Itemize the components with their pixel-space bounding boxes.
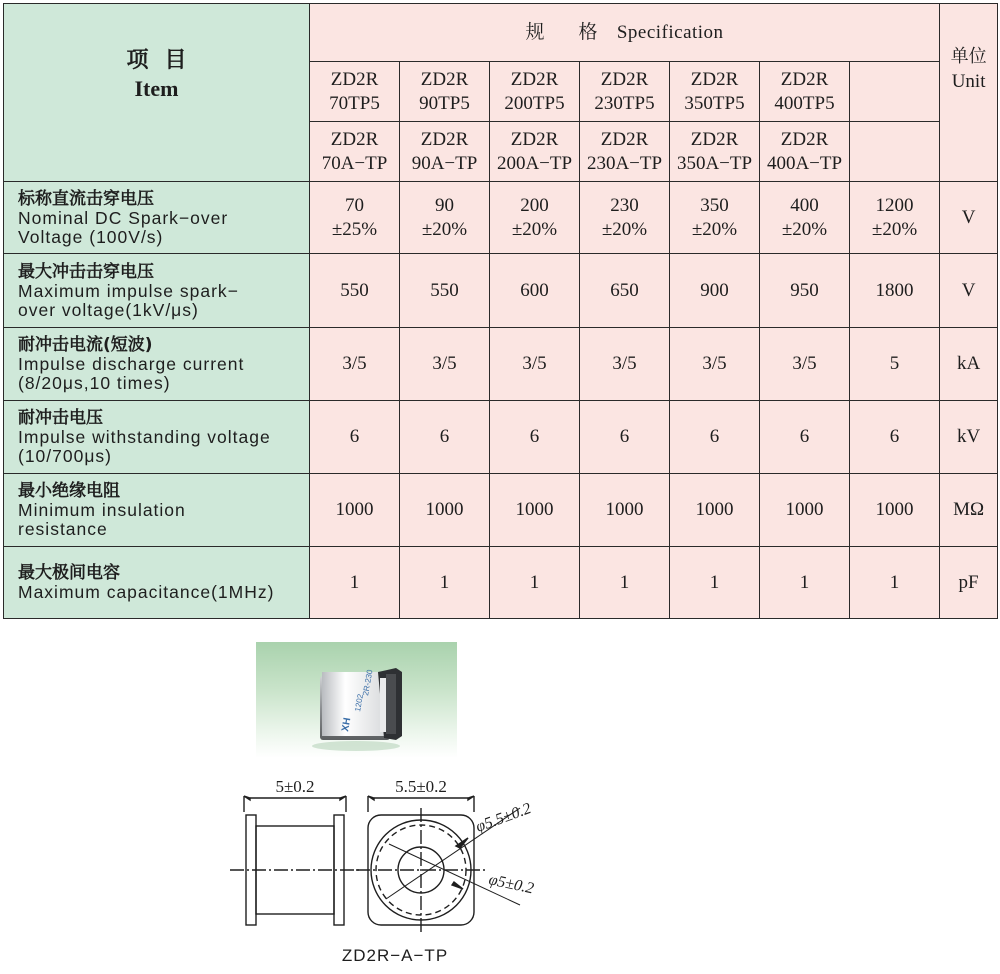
value-cell xyxy=(850,401,940,474)
value-cell xyxy=(490,254,580,328)
specification-table xyxy=(3,3,998,619)
model-name-line: 200TP5 xyxy=(504,92,565,114)
model-cell xyxy=(490,62,580,122)
svg-text:1202: 1202 xyxy=(353,693,366,713)
value-text: 1 xyxy=(349,571,360,593)
value-cell xyxy=(580,328,670,401)
value-text: 1 xyxy=(799,571,810,593)
row-label-zh: 标称直流击穿电压 xyxy=(18,188,154,209)
value-text: 3/5 xyxy=(612,353,637,374)
model-cell xyxy=(310,122,400,182)
value-cell xyxy=(850,328,940,401)
row-label-cell xyxy=(4,182,310,254)
model-name-line: ZD2R xyxy=(780,128,829,150)
value-text: ±20% xyxy=(601,218,648,240)
value-text: 3/5 xyxy=(702,353,727,374)
value-text: 6 xyxy=(529,426,540,447)
value-cell xyxy=(580,547,670,619)
row-label-zh: 耐冲击电流(短波) xyxy=(18,335,153,355)
value-text: 1800 xyxy=(875,279,914,301)
row-label-cell xyxy=(4,254,310,328)
model-cell xyxy=(850,62,940,122)
row-label-zh: 耐冲击电压 xyxy=(18,408,103,428)
side-width-dimension: 5±0.2 xyxy=(275,777,315,796)
value-text: 550 xyxy=(430,279,459,301)
value-cell xyxy=(490,328,580,401)
value-cell xyxy=(310,328,400,401)
model-name-line: ZD2R xyxy=(330,128,379,150)
value-text: 1000 xyxy=(695,499,734,520)
model-name-line: 400A−TP xyxy=(766,152,843,174)
row-label-en: Maximum capacitance(1MHz) xyxy=(18,582,275,602)
specification-header-zh: 规 格 xyxy=(525,21,612,43)
model-cell xyxy=(670,122,760,182)
unit-cell: pF xyxy=(940,547,998,619)
row-label-en: over voltage(1kV/μs) xyxy=(18,299,199,320)
unit-cell: kV xyxy=(940,401,998,474)
spec-row-impulse-sparkover xyxy=(4,254,998,328)
specification-header-cell xyxy=(310,4,940,62)
value-text: 1000 xyxy=(875,499,914,520)
dimension-drawing xyxy=(0,760,620,945)
item-header-en: Item xyxy=(134,76,179,101)
value-cell xyxy=(400,254,490,328)
value-cell xyxy=(670,474,760,547)
unit-header-cell xyxy=(940,4,998,182)
value-cell xyxy=(490,182,580,254)
unit-cell: V xyxy=(940,254,998,328)
row-label-en: Nominal DC Spark−over xyxy=(18,207,229,228)
gas-discharge-tube-image xyxy=(256,642,457,758)
value-cell xyxy=(490,401,580,474)
value-text: ±20% xyxy=(511,218,558,240)
row-label-cell xyxy=(4,328,310,401)
row-label-en: Minimum insulation xyxy=(18,500,186,520)
value-cell xyxy=(490,474,580,547)
value-text: 600 xyxy=(520,279,549,301)
inner-diameter-dimension: φ5±0.2 xyxy=(487,871,536,898)
value-cell xyxy=(850,474,940,547)
svg-text:2R-230: 2R-230 xyxy=(361,668,375,697)
item-header-zh: 项目 xyxy=(126,48,203,73)
model-cell xyxy=(580,62,670,122)
row-label-en: Impulse discharge current xyxy=(18,354,245,374)
model-name-line: 200A−TP xyxy=(496,152,573,174)
value-cell xyxy=(760,254,850,328)
model-name-line: 70A−TP xyxy=(321,152,388,174)
model-cell xyxy=(850,122,940,182)
unit-header-zh: 单位 xyxy=(950,46,987,67)
model-cell xyxy=(580,122,670,182)
model-name-line: 90TP5 xyxy=(419,92,470,114)
value-text: 6 xyxy=(889,426,900,447)
outer-diameter-dimension: φ5.5±0.2 xyxy=(473,800,534,836)
value-text: 1 xyxy=(529,571,540,593)
model-cell xyxy=(400,122,490,182)
model-name-line: ZD2R xyxy=(330,68,379,90)
model-cell xyxy=(310,62,400,122)
spec-row-impulse-discharge xyxy=(4,328,998,401)
value-text: 400 xyxy=(790,194,819,216)
value-text: 6 xyxy=(349,426,360,447)
value-cell xyxy=(310,547,400,619)
unit-header-en: Unit xyxy=(951,71,986,92)
value-cell xyxy=(850,547,940,619)
value-cell xyxy=(400,547,490,619)
spec-row-capacitance xyxy=(4,547,998,619)
model-name-line: ZD2R xyxy=(780,68,829,90)
value-text: 6 xyxy=(709,426,720,447)
row-label-en: Impulse withstanding voltage xyxy=(18,427,271,447)
value-text: 1 xyxy=(709,571,720,593)
value-text: 3/5 xyxy=(522,353,547,374)
row-label-zh: 最大极间电容 xyxy=(18,563,120,583)
value-cell xyxy=(670,254,760,328)
row-label-cell xyxy=(4,401,310,474)
row-label-en: Maximum impulse spark− xyxy=(18,280,239,301)
value-cell xyxy=(310,474,400,547)
value-text: ±25% xyxy=(331,218,378,240)
value-cell xyxy=(850,182,940,254)
value-text: 230 xyxy=(610,194,639,216)
unit-cell: V xyxy=(940,182,998,254)
value-cell xyxy=(310,401,400,474)
value-cell xyxy=(400,182,490,254)
model-cell xyxy=(670,62,760,122)
value-text: 6 xyxy=(619,426,630,447)
value-text: 3/5 xyxy=(342,353,367,374)
value-text: 1 xyxy=(439,571,450,593)
model-name-line: 350TP5 xyxy=(684,92,745,114)
value-cell xyxy=(310,182,400,254)
row-label-en: (10/700μs) xyxy=(18,446,113,466)
model-name-line: ZD2R xyxy=(510,128,559,150)
unit-cell: kA xyxy=(940,328,998,401)
model-name-line: ZD2R xyxy=(690,68,739,90)
value-text: 1 xyxy=(619,571,630,593)
row-label-en: resistance xyxy=(18,519,108,539)
value-text: 1000 xyxy=(515,499,554,520)
value-cell xyxy=(670,328,760,401)
model-cell xyxy=(400,62,490,122)
value-text: 1000 xyxy=(425,499,464,520)
spec-row-insulation xyxy=(4,474,998,547)
value-text: 5 xyxy=(889,353,900,374)
value-cell xyxy=(760,474,850,547)
value-text: 650 xyxy=(610,279,639,301)
value-text: 1200 xyxy=(875,194,914,216)
value-text: 1000 xyxy=(785,499,824,520)
drawing-caption: ZD2R−A−TP xyxy=(341,946,449,965)
value-text: ±20% xyxy=(871,218,918,240)
model-name-line: 230A−TP xyxy=(586,152,663,174)
row-label-cell xyxy=(4,547,310,619)
value-cell xyxy=(760,401,850,474)
svg-text:XH: XH xyxy=(340,716,354,733)
value-text: 1 xyxy=(889,571,900,593)
value-cell xyxy=(670,182,760,254)
value-cell xyxy=(760,328,850,401)
value-cell xyxy=(310,254,400,328)
front-width-dimension: 5.5±0.2 xyxy=(395,777,447,796)
value-cell xyxy=(490,547,580,619)
value-text: 1000 xyxy=(605,499,644,520)
value-text: ±20% xyxy=(691,218,738,240)
value-text: 90 xyxy=(435,194,454,216)
value-text: 6 xyxy=(439,426,450,447)
item-header-cell xyxy=(4,4,310,182)
value-cell xyxy=(850,254,940,328)
model-name-line: ZD2R xyxy=(690,128,739,150)
model-cell xyxy=(760,122,850,182)
spec-row-impulse-withstanding xyxy=(4,401,998,474)
value-text: 950 xyxy=(790,279,819,301)
value-text: ±20% xyxy=(781,218,828,240)
value-cell xyxy=(760,182,850,254)
product-photo xyxy=(256,642,457,758)
model-name-line: ZD2R xyxy=(510,68,559,90)
model-name-line: ZD2R xyxy=(600,128,649,150)
value-text: 3/5 xyxy=(792,353,817,374)
unit-cell: MΩ xyxy=(940,474,998,547)
value-cell xyxy=(400,474,490,547)
row-label-zh: 最大冲击击穿电压 xyxy=(18,261,154,282)
value-text: 6 xyxy=(799,426,810,447)
value-cell xyxy=(670,547,760,619)
value-text: 1000 xyxy=(335,499,374,520)
value-cell xyxy=(580,182,670,254)
value-cell xyxy=(400,328,490,401)
value-text: 3/5 xyxy=(432,353,457,374)
model-name-line: ZD2R xyxy=(600,68,649,90)
model-name-line: 70TP5 xyxy=(329,92,380,114)
row-label-en: (8/20μs,10 times) xyxy=(18,373,171,393)
value-text: 350 xyxy=(700,194,729,216)
value-cell xyxy=(580,254,670,328)
value-text: 70 xyxy=(345,194,364,216)
row-label-cell xyxy=(4,474,310,547)
model-name-line: 400TP5 xyxy=(774,92,835,114)
value-text: ±20% xyxy=(421,218,468,240)
value-cell xyxy=(580,401,670,474)
model-name-line: 230TP5 xyxy=(594,92,655,114)
side-view xyxy=(230,796,360,925)
value-cell xyxy=(760,547,850,619)
model-cell xyxy=(760,62,850,122)
spec-row-dc-sparkover xyxy=(4,182,998,254)
value-text: 900 xyxy=(700,279,729,301)
value-text: 550 xyxy=(340,279,369,301)
model-name-line: 350A−TP xyxy=(676,152,753,174)
model-cell xyxy=(490,122,580,182)
model-name-line: 90A−TP xyxy=(411,152,478,174)
value-cell xyxy=(580,474,670,547)
model-name-line: ZD2R xyxy=(420,68,469,90)
value-cell xyxy=(670,401,760,474)
row-label-zh: 最小绝缘电阻 xyxy=(18,481,120,501)
value-text: 200 xyxy=(520,194,549,216)
specification-header-en: Specification xyxy=(616,22,724,43)
model-name-line: ZD2R xyxy=(420,128,469,150)
row-label-en: Voltage (100V/s) xyxy=(18,226,164,247)
value-cell xyxy=(400,401,490,474)
